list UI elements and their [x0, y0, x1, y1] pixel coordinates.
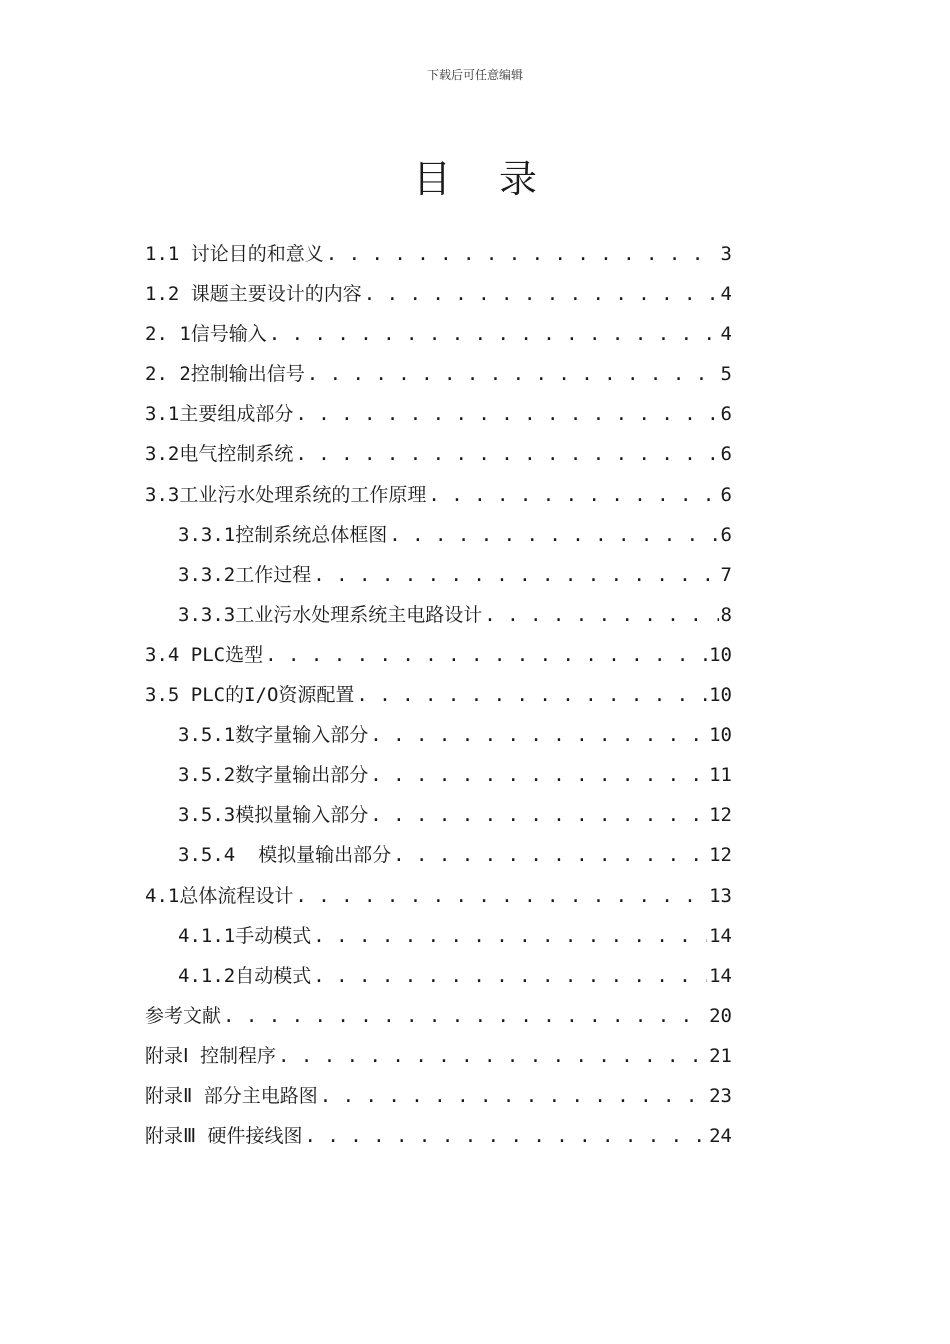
toc-entry[interactable] [145, 1116, 732, 1156]
toc-leader-dots [305, 1116, 708, 1156]
toc-leader-dots [320, 1076, 707, 1116]
toc-leader-dots [295, 434, 718, 474]
toc-entry-page-number: 7 [720, 563, 732, 586]
toc-entry-label: 附录Ⅲ 硬件接线图 [145, 1125, 303, 1148]
toc-entry-page-number: 6 [720, 483, 732, 506]
toc-entry-label: 3.2电气控制系统 [145, 443, 294, 466]
toc-entry-page-number: 20 [709, 1004, 732, 1027]
toc-entry-label: 1.1 讨论目的和意义 [145, 243, 324, 265]
toc-entry-label: 附录Ⅰ 控制程序 [145, 1044, 277, 1067]
toc-entry-label: 3.5.1数字量输入部分 [178, 724, 369, 747]
toc-entry[interactable] [145, 555, 732, 595]
toc-entry-page-number: 5 [720, 363, 732, 386]
toc-entry-label: 3.1主要组成部分 [145, 403, 294, 426]
toc-entry-label: 3.5.2数字量输出部分 [178, 764, 369, 787]
toc-leader-dots [356, 675, 707, 715]
toc-entry-page-number: 12 [709, 844, 732, 867]
toc-leader-dots [428, 475, 718, 515]
toc-entry-label: 3.5 PLC的I/O资源配置 [145, 684, 355, 707]
toc-entry-page-number: 23 [709, 1084, 732, 1107]
toc-entry-label: 2. 2控制输出信号 [145, 363, 305, 386]
toc-entry[interactable] [145, 394, 732, 434]
toc-entry[interactable] [145, 1036, 732, 1076]
toc-entry[interactable] [145, 916, 732, 956]
toc-leader-dots [313, 956, 707, 996]
toc-leader-dots [370, 795, 707, 835]
toc-entry-page-number: 10 [709, 643, 732, 666]
toc-entry-label: 3.4 PLC选型 [145, 643, 264, 666]
toc-entry-page-number: 14 [709, 924, 732, 947]
toc-entry[interactable] [145, 1076, 732, 1116]
toc-leader-dots [295, 394, 718, 434]
toc-entry-label: 4.1.2自动模式 [178, 964, 312, 987]
toc-entry[interactable] [145, 274, 732, 314]
toc-entry-page-number: 10 [709, 724, 732, 747]
toc-entry-page-number: 21 [709, 1044, 732, 1067]
toc-entry[interactable] [145, 835, 732, 875]
toc-entry-page-number: 10 [709, 684, 732, 707]
toc-leader-dots [307, 354, 719, 394]
toc-leader-dots [364, 274, 719, 314]
toc-entry-page-number: 3 [720, 243, 732, 265]
toc-entry[interactable] [145, 755, 732, 795]
toc-entry-page-number: 6 [720, 443, 732, 466]
toc-leader-dots [370, 755, 707, 795]
toc-entry[interactable] [145, 715, 732, 755]
download-note: 下载后可任意编辑 [426, 68, 523, 82]
toc-leader-dots [393, 835, 707, 875]
toc-entry-label: 3.3.1控制系统总体框图 [178, 523, 388, 546]
toc-entry[interactable] [145, 354, 732, 394]
toc-entry-label: 4.1总体流程设计 [145, 884, 294, 907]
toc-entry-page-number: 12 [709, 804, 732, 827]
toc-entry-page-number: 4 [720, 283, 732, 306]
toc-entry[interactable] [145, 515, 732, 555]
toc-entry-page-number: 6 [720, 403, 732, 426]
toc-entry-page-number: 14 [709, 964, 732, 987]
toc-leader-dots [313, 916, 707, 956]
toc-entry-label: 4.1.1手动模式 [178, 924, 312, 947]
toc-leader-dots [269, 314, 719, 354]
toc-entry-label: 参考文献 [145, 1004, 222, 1027]
toc-entry-label: 3.3.3工业污水处理系统主电路设计 [178, 603, 483, 626]
toc-entry[interactable] [145, 675, 732, 715]
toc-entry-page-number: 24 [709, 1125, 732, 1148]
toc-entry[interactable] [145, 956, 732, 996]
toc-entry[interactable] [145, 234, 732, 274]
toc-entry-label: 1.2 课题主要设计的内容 [145, 283, 362, 306]
toc-leader-dots [265, 635, 707, 675]
toc-entry-label: 3.5.4 模拟量输出部分 [178, 844, 392, 867]
toc-entry-label: 3.5.3模拟量输入部分 [178, 804, 369, 827]
toc-entry-page-number: 6 [720, 523, 732, 546]
toc-leader-dots [295, 876, 707, 916]
toc-entry-page-number: 13 [709, 884, 732, 907]
toc-leader-dots [278, 1036, 707, 1076]
toc-title: 目 录 [412, 157, 556, 201]
toc-entry-label: 附录Ⅱ 部分主电路图 [145, 1084, 318, 1107]
table-of-contents [145, 234, 732, 1156]
toc-entry[interactable] [145, 314, 732, 354]
toc-entry-label: 3.3.2工作过程 [178, 563, 312, 586]
toc-entry[interactable] [145, 595, 732, 635]
toc-entry[interactable] [145, 475, 732, 515]
toc-entry-label: 3.3工业污水处理系统的工作原理 [145, 483, 427, 506]
toc-entry[interactable] [145, 876, 732, 916]
toc-leader-dots [223, 996, 707, 1036]
toc-entry-page-number: 8 [720, 603, 732, 626]
toc-entry[interactable] [145, 635, 732, 675]
toc-leader-dots [370, 715, 707, 755]
toc-leader-dots [313, 555, 718, 595]
toc-entry[interactable] [145, 434, 732, 474]
toc-entry[interactable] [145, 795, 732, 835]
toc-entry-label: 2. 1信号输入 [145, 323, 267, 346]
toc-entry-page-number: 11 [709, 764, 732, 787]
toc-leader-dots [484, 595, 718, 635]
toc-leader-dots [326, 234, 719, 274]
toc-entry-page-number: 4 [720, 323, 732, 346]
toc-leader-dots [389, 515, 718, 555]
toc-entry[interactable] [145, 996, 732, 1036]
